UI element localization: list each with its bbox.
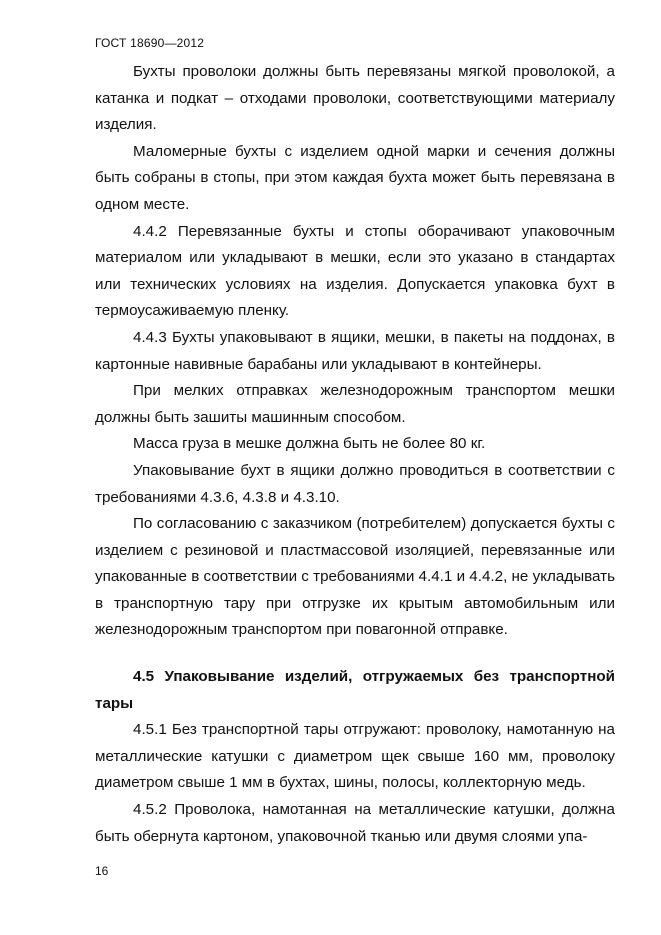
page-number: 16 bbox=[95, 864, 109, 878]
paragraph: 4.5.1 Без транспортной тары отгружают: проволоку, намотанную на металлические катушки с диаметром щек свыше 160 мм, проволоку диаметром свыше 1 мм в бухтах, шины, полосы, коллекторную медь. bbox=[95, 721, 615, 792]
document-code-header: ГОСТ 18690—2012 bbox=[95, 36, 205, 50]
section-heading: 4.5 Упаковывание изделий, отгружаемых без транспортной тары bbox=[95, 668, 615, 712]
paragraph: При мелких отправках железнодорожным транспортом мешки должны быть зашиты машинным способом. bbox=[95, 382, 615, 426]
paragraph: 4.4.2 Перевязанные бухты и стопы оборачивают упаковочным материалом или укладывают в мешки, если это указано в стандартах или технических условиях на изделия. Допускается упаковка бухт в термоусаживаемую пленку. bbox=[95, 222, 615, 320]
paragraph: Бухты проволоки должны быть перевязаны мягкой проволокой, а катанка и подкат – отходами проволоки, соответствующими материалу изделия. bbox=[95, 63, 615, 134]
paragraph: Упаковывание бухт в ящики должно проводиться в соответствии с требованиями 4.3.6, 4.3.8 и 4.3.10. bbox=[95, 461, 615, 506]
document-body bbox=[95, 59, 615, 850]
paragraph: 4.4.3 Бухты упаковывают в ящики, мешки, в пакеты на поддонах, в картонные навивные барабаны или укладывают в контейнеры. bbox=[95, 328, 615, 373]
paragraph: Маломерные бухты с изделием одной марки и сечения должны быть собраны в стопы, при этом каждая бухта может быть перевязана в одном месте. bbox=[95, 142, 615, 213]
paragraph: По согласованию с заказчиком (потребителем) допускается бухты с изделием с резиновой и пластмассовой изоляцией, перевязанные или упакованные в соответствии с требованиями 4.4.1 и 4.4.2, не укладывать в транспортную тару при отгрузке их крытым автомобильным или железнодорожным транспортом при повагонной отправке. bbox=[95, 515, 615, 639]
paragraph: Масса груза в мешке должна быть не более 80 кг. bbox=[133, 435, 486, 453]
paragraph: 4.5.2 Проволока, намотанная на металлические катушки, должна быть обернута картоном, упаковочной тканью или двумя слоями упа- bbox=[95, 801, 615, 845]
